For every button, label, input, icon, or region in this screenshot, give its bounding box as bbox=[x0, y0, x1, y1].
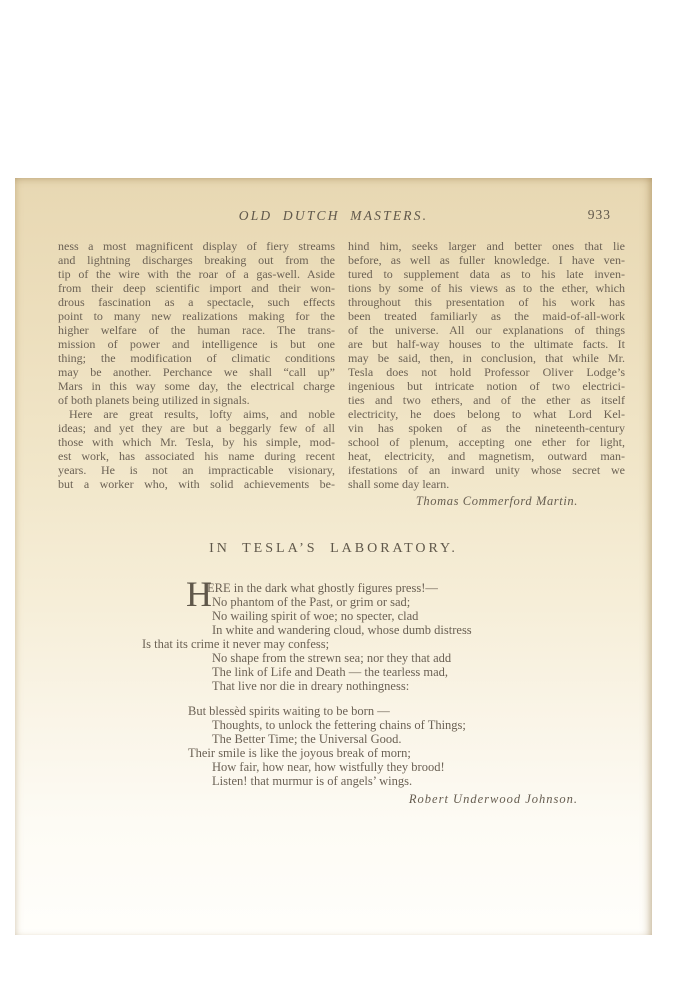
text-line: drous fascination as a spectacle, such effects bbox=[58, 295, 335, 309]
text-line: thing; the modification of climatic conditions bbox=[58, 351, 335, 365]
text-line: point to many new realizations making for the bbox=[58, 309, 335, 323]
poem-line: No wailing spirit of woe; no specter, clad bbox=[212, 609, 419, 623]
text-line: of both planets being utilized in signals. bbox=[58, 393, 250, 407]
text-line: but a worker who, with solid achievements be- bbox=[58, 477, 335, 491]
text-line: from their deep scientific import and their won- bbox=[58, 281, 335, 295]
text-line: before, as well as fuller knowledge. I have ven- bbox=[348, 253, 625, 267]
text-line: those with which Mr. Tesla, by his simple, mod- bbox=[58, 435, 335, 449]
poem-line: That live nor die in dreary nothingness: bbox=[212, 679, 410, 693]
right-column bbox=[348, 239, 625, 491]
poem-line: No shape from the strewn sea; nor they that add bbox=[212, 651, 452, 665]
text-line: Tesla does not hold Professor Oliver Lodge’s bbox=[348, 365, 625, 379]
poem-drop-cap: H bbox=[186, 574, 212, 614]
text-line: Here are great results, lofty aims, and noble bbox=[69, 407, 335, 421]
running-head bbox=[15, 178, 652, 225]
poem-stanza bbox=[142, 704, 652, 788]
text-line: mission of power and intelligence is but one bbox=[58, 337, 335, 351]
text-line: tured to supplement data as to his late inven- bbox=[348, 267, 625, 281]
text-line: throughout this presentation of his work has bbox=[348, 295, 625, 309]
poem-line: ERE in the dark what ghostly figures press!— bbox=[207, 581, 438, 595]
text-line: ingenious but intricate notion of two electrici- bbox=[348, 379, 625, 393]
text-line: of the universe. All our explanations of things bbox=[348, 323, 625, 337]
text-line: Mars in this way some day, the electrical charge bbox=[58, 379, 335, 393]
poem-line: But blessèd spirits waiting to be born — bbox=[188, 704, 390, 718]
poem-line: Thoughts, to unlock the fettering chains of Things; bbox=[212, 718, 466, 732]
text-line: are but half-way houses to the ultimate facts. It bbox=[348, 337, 625, 351]
text-line: electricity, he does belong to what Lord Kel- bbox=[348, 407, 625, 421]
text-line: school of plenum, accepting one ether for light, bbox=[348, 435, 625, 449]
poem-line: How fair, how near, how wistfully they brood! bbox=[212, 760, 445, 774]
poem-line: Listen! that murmur is of angels’ wings. bbox=[212, 774, 413, 788]
text-line: shall some day learn. bbox=[348, 477, 450, 491]
poem-line: The link of Life and Death — the tearless mad, bbox=[212, 665, 449, 679]
text-line: been treated familiarly as the maid-of-all-work bbox=[348, 309, 625, 323]
magazine-page-scan bbox=[15, 178, 652, 935]
text-line: ness a most magnificent display of fiery streams bbox=[58, 239, 335, 253]
poem-line: The Better Time; the Universal Good. bbox=[212, 732, 402, 746]
text-line: tions by some of his views as to the ether, which bbox=[348, 281, 625, 295]
text-line: heat, electricity, and magnetism, outward man- bbox=[348, 449, 625, 463]
text-line: tip of the wire with the roar of a gas-well. Aside bbox=[58, 267, 335, 281]
poem-signature: Robert Underwood Johnson. bbox=[408, 792, 578, 806]
poem-line: No phantom of the Past, or grim or sad; bbox=[212, 595, 411, 609]
text-line: hind him, seeks larger and better ones that lie bbox=[348, 239, 625, 253]
text-line: ideas; and yet they are but a beggarly few of all bbox=[58, 421, 335, 435]
text-line: years. He is not an impracticable visionary, bbox=[58, 463, 335, 477]
left-column bbox=[58, 239, 335, 491]
text-line: vin has spoken of as the nineteenth-century bbox=[348, 421, 625, 435]
page-number: 933 bbox=[587, 207, 611, 222]
text-line: higher welfare of the human race. The trans- bbox=[58, 323, 335, 337]
text-line: est work, has associated his name during recent bbox=[58, 449, 335, 463]
text-line: may be said, then, in conclusion, that while Mr. bbox=[348, 351, 625, 365]
poem-line: Their smile is like the joyous break of morn; bbox=[188, 746, 411, 760]
poem-line: In white and wandering cloud, whose dumb distress bbox=[212, 623, 472, 637]
poem-line: Is that its crime it never may confess; bbox=[142, 637, 330, 651]
running-head-title: OLD DUTCH MASTERS. bbox=[238, 208, 429, 223]
article-columns bbox=[15, 225, 652, 491]
text-line: ties and two ethers, and of the ether as itself bbox=[348, 393, 625, 407]
text-line: may be another. Perchance we shall “call up” bbox=[58, 365, 335, 379]
text-line: ifestations of an inward unity whose secret we bbox=[348, 463, 625, 477]
poem bbox=[15, 574, 652, 788]
poem-stanza bbox=[142, 574, 652, 693]
poem-title: IN TESLA’S LABORATORY. bbox=[209, 541, 458, 556]
article-signature: Thomas Commerford Martin. bbox=[415, 494, 578, 508]
text-line: and lightning discharges breaking out from the bbox=[58, 253, 335, 267]
